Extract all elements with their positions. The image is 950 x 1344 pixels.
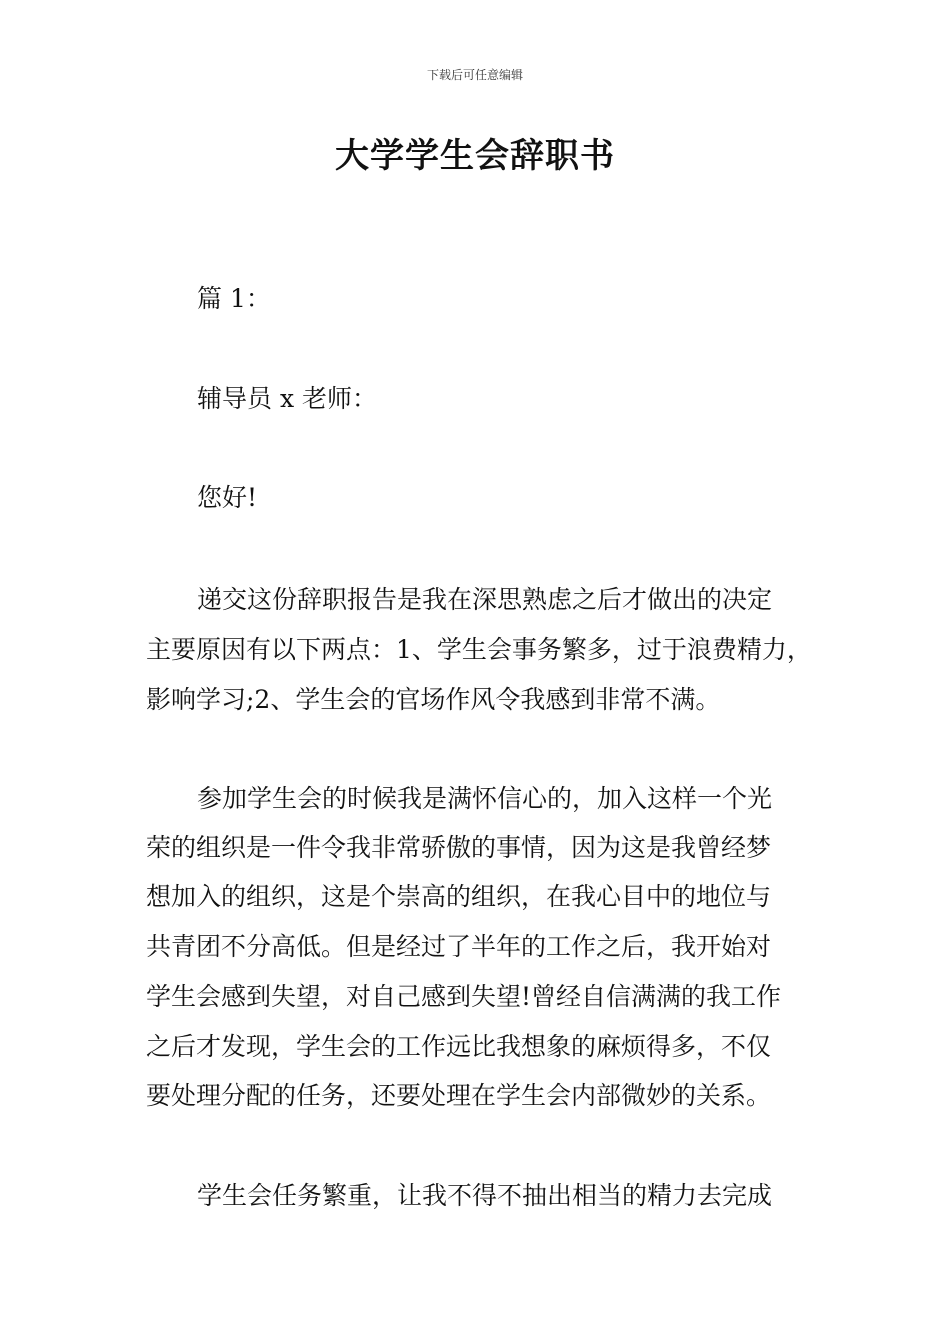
header-note: 下载后可任意编辑 — [426, 68, 523, 82]
section-label: 篇 1： — [197, 284, 271, 313]
paragraph-2-line-4: 共青团不分高低。但是经过了半年的工作之后，我开始对 — [146, 932, 772, 961]
paragraph-2-line-3: 想加入的组织，这是个崇高的组织，在我心目中的地位与 — [146, 882, 772, 911]
paragraph-1-line-1: 递交这份辞职报告是我在深思熟虑之后才做出的决定 — [197, 585, 773, 614]
paragraph-3-line-1: 学生会任务繁重，让我不得不抽出相当的精力去完成 — [197, 1181, 773, 1210]
paragraph-2-line-1: 参加学生会的时候我是满怀信心的，加入这样一个光 — [197, 784, 773, 813]
document-title: 大学学生会辞职书 — [335, 136, 615, 176]
greeting: 您好! — [197, 483, 258, 512]
paragraph-2-line-5: 学生会感到失望，对自己感到失望!曾经自信满满的我工作 — [146, 982, 782, 1011]
paragraph-2-line-2: 荣的组织是一件令我非常骄傲的事情，因为这是我曾经梦 — [146, 833, 772, 862]
paragraph-1-line-2: 主要原因有以下两点：1、学生会事务繁多，过于浪费精力， — [146, 635, 812, 664]
salutation: 辅导员 x 老师： — [197, 384, 377, 413]
paragraph-1-line-3: 影响学习;2、学生会的官场作风令我感到非常不满。 — [146, 685, 721, 714]
paragraph-2-line-6: 之后才发现，学生会的工作远比我想象的麻烦得多，不仅 — [146, 1032, 772, 1061]
paragraph-2-line-7: 要处理分配的任务，还要处理在学生会内部微妙的关系。 — [146, 1081, 772, 1110]
